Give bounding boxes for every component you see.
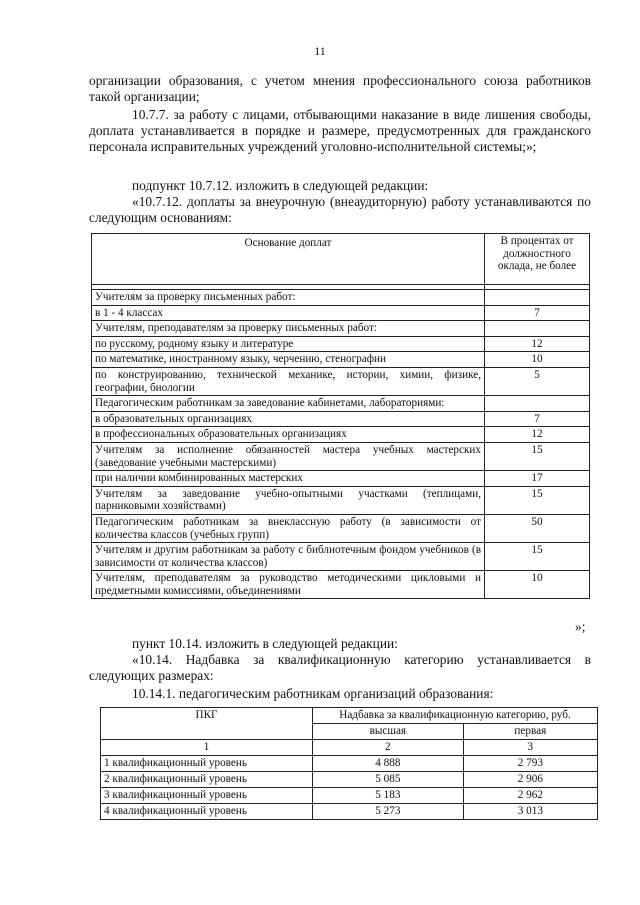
table-row [92, 352, 590, 368]
table-row [92, 396, 590, 412]
highest-cell: 5 085 [313, 772, 464, 788]
row-label: в профессиональных образовательных организациях [92, 427, 485, 443]
table-row [92, 427, 590, 443]
table-row [92, 543, 590, 571]
closing-quote: »; [575, 619, 586, 634]
row-label: Учителям, преподавателям за руководство методическими цикловыми и предметными комиссиями, объединениями [92, 571, 485, 599]
paragraph-subclause-intro: подпункт 10.7.12. изложить в следующей редакции: [132, 178, 429, 193]
first-cell: 2 906 [463, 772, 597, 788]
level-cell: 4 квалификационный уровень [101, 804, 313, 820]
row-label: Педагогическим работникам за внеклассную работу (в зависимости от количества классов (учебных групп) [92, 514, 485, 542]
row-value: 12 [485, 336, 590, 352]
table-row [92, 321, 590, 337]
first-cell: 3 013 [463, 804, 597, 820]
table-row [92, 486, 590, 514]
row-value: 15 [485, 442, 590, 470]
level-cell: 1 квалификационный уровень [101, 756, 313, 772]
table-row [92, 411, 590, 427]
table-row [92, 290, 590, 306]
column-number-row [101, 740, 598, 756]
level-cell: 2 квалификационный уровень [101, 772, 313, 788]
allowance-table [91, 233, 590, 599]
row-value: 12 [485, 427, 590, 443]
header-percent: В процентах от должностного оклада, не более [485, 234, 590, 285]
table-row [101, 756, 598, 772]
row-value: 5 [485, 367, 590, 395]
table-row [101, 804, 598, 820]
paragraph-10-7-12: «10.7.12. доплаты за внеурочную (внеаудиторную) работу устанавливаются по следующим основаниям: [89, 194, 591, 226]
table-row [92, 514, 590, 542]
table-row [92, 367, 590, 395]
table-row [92, 336, 590, 352]
row-value: 7 [485, 305, 590, 321]
row-label: в образовательных организациях [92, 411, 485, 427]
first-cell: 2 793 [463, 756, 597, 772]
row-label: по конструированию, технической механике, истории, химии, физике, географии, биологии [92, 367, 485, 395]
row-value: 15 [485, 543, 590, 571]
level-cell: 3 квалификационный уровень [101, 788, 313, 804]
header-highest: высшая [313, 724, 464, 740]
row-value: 17 [485, 471, 590, 487]
paragraph-continuation: организации образования, с учетом мнения профессионального союза работников такой организации; [89, 73, 591, 105]
table-row [92, 442, 590, 470]
table-row [101, 772, 598, 788]
row-label: при наличии комбинированных мастерских [92, 471, 485, 487]
highest-cell: 5 183 [313, 788, 464, 804]
column-number: 3 [463, 740, 597, 756]
row-value [485, 321, 590, 337]
row-label: Учителям за исполнение обязанностей мастера учебных мастерских (заведование учебными мастерскими) [92, 442, 485, 470]
table-row [92, 471, 590, 487]
paragraph-10-14-intro: пункт 10.14. изложить в следующей редакции: [132, 636, 398, 651]
page-number: 11 [314, 44, 326, 58]
row-value: 15 [485, 486, 590, 514]
table-row [92, 571, 590, 599]
column-number: 1 [101, 740, 313, 756]
header-first: первая [463, 724, 597, 740]
paragraph-10-14-1: 10.14.1. педагогическим работникам организаций образования: [132, 686, 494, 701]
row-value: 7 [485, 411, 590, 427]
row-value [485, 396, 590, 412]
first-cell: 2 962 [463, 788, 597, 804]
column-number: 2 [313, 740, 464, 756]
paragraph-10-7-7: 10.7.7. за работу с лицами, отбывающими наказание в виде лишения свободы, доплата устанавливается в порядке и размере, предусмотренных для гражданского персонала исправительных учреждений уголовно-исполнительной системы;»; [89, 107, 591, 155]
highest-cell: 4 888 [313, 756, 464, 772]
row-value: 10 [485, 571, 590, 599]
header-bonus: Надбавка за квалификационную категорию, руб. [313, 708, 598, 724]
table-row [92, 305, 590, 321]
header-pkg: ПКГ [101, 708, 313, 740]
row-label: Учителям за заведование учебно-опытными участками (теплицами, парниковыми хозяйствами) [92, 486, 485, 514]
qualification-bonus-table [100, 707, 598, 820]
row-label: Педагогическим работникам за заведование кабинетами, лабораториями: [92, 396, 485, 412]
row-label: в 1 - 4 классах [92, 305, 485, 321]
paragraph-10-14: «10.14. Надбавка за квалификационную категорию устанавливается в следующих размерах: [89, 652, 591, 684]
table-row [101, 788, 598, 804]
row-label: Учителям и другим работникам за работу с библиотечным фондом учебников (в зависимости от количества классов) [92, 543, 485, 571]
row-label: по математике, иностранному языку, черчению, стенографии [92, 352, 485, 368]
row-value [485, 290, 590, 306]
row-value: 50 [485, 514, 590, 542]
row-label: Учителям за проверку письменных работ: [92, 290, 485, 306]
row-label: Учителям, преподавателям за проверку письменных работ: [92, 321, 485, 337]
row-value: 10 [485, 352, 590, 368]
row-label: по русскому, родному языку и литературе [92, 336, 485, 352]
highest-cell: 5 273 [313, 804, 464, 820]
header-basis: Основание доплат [92, 234, 485, 285]
